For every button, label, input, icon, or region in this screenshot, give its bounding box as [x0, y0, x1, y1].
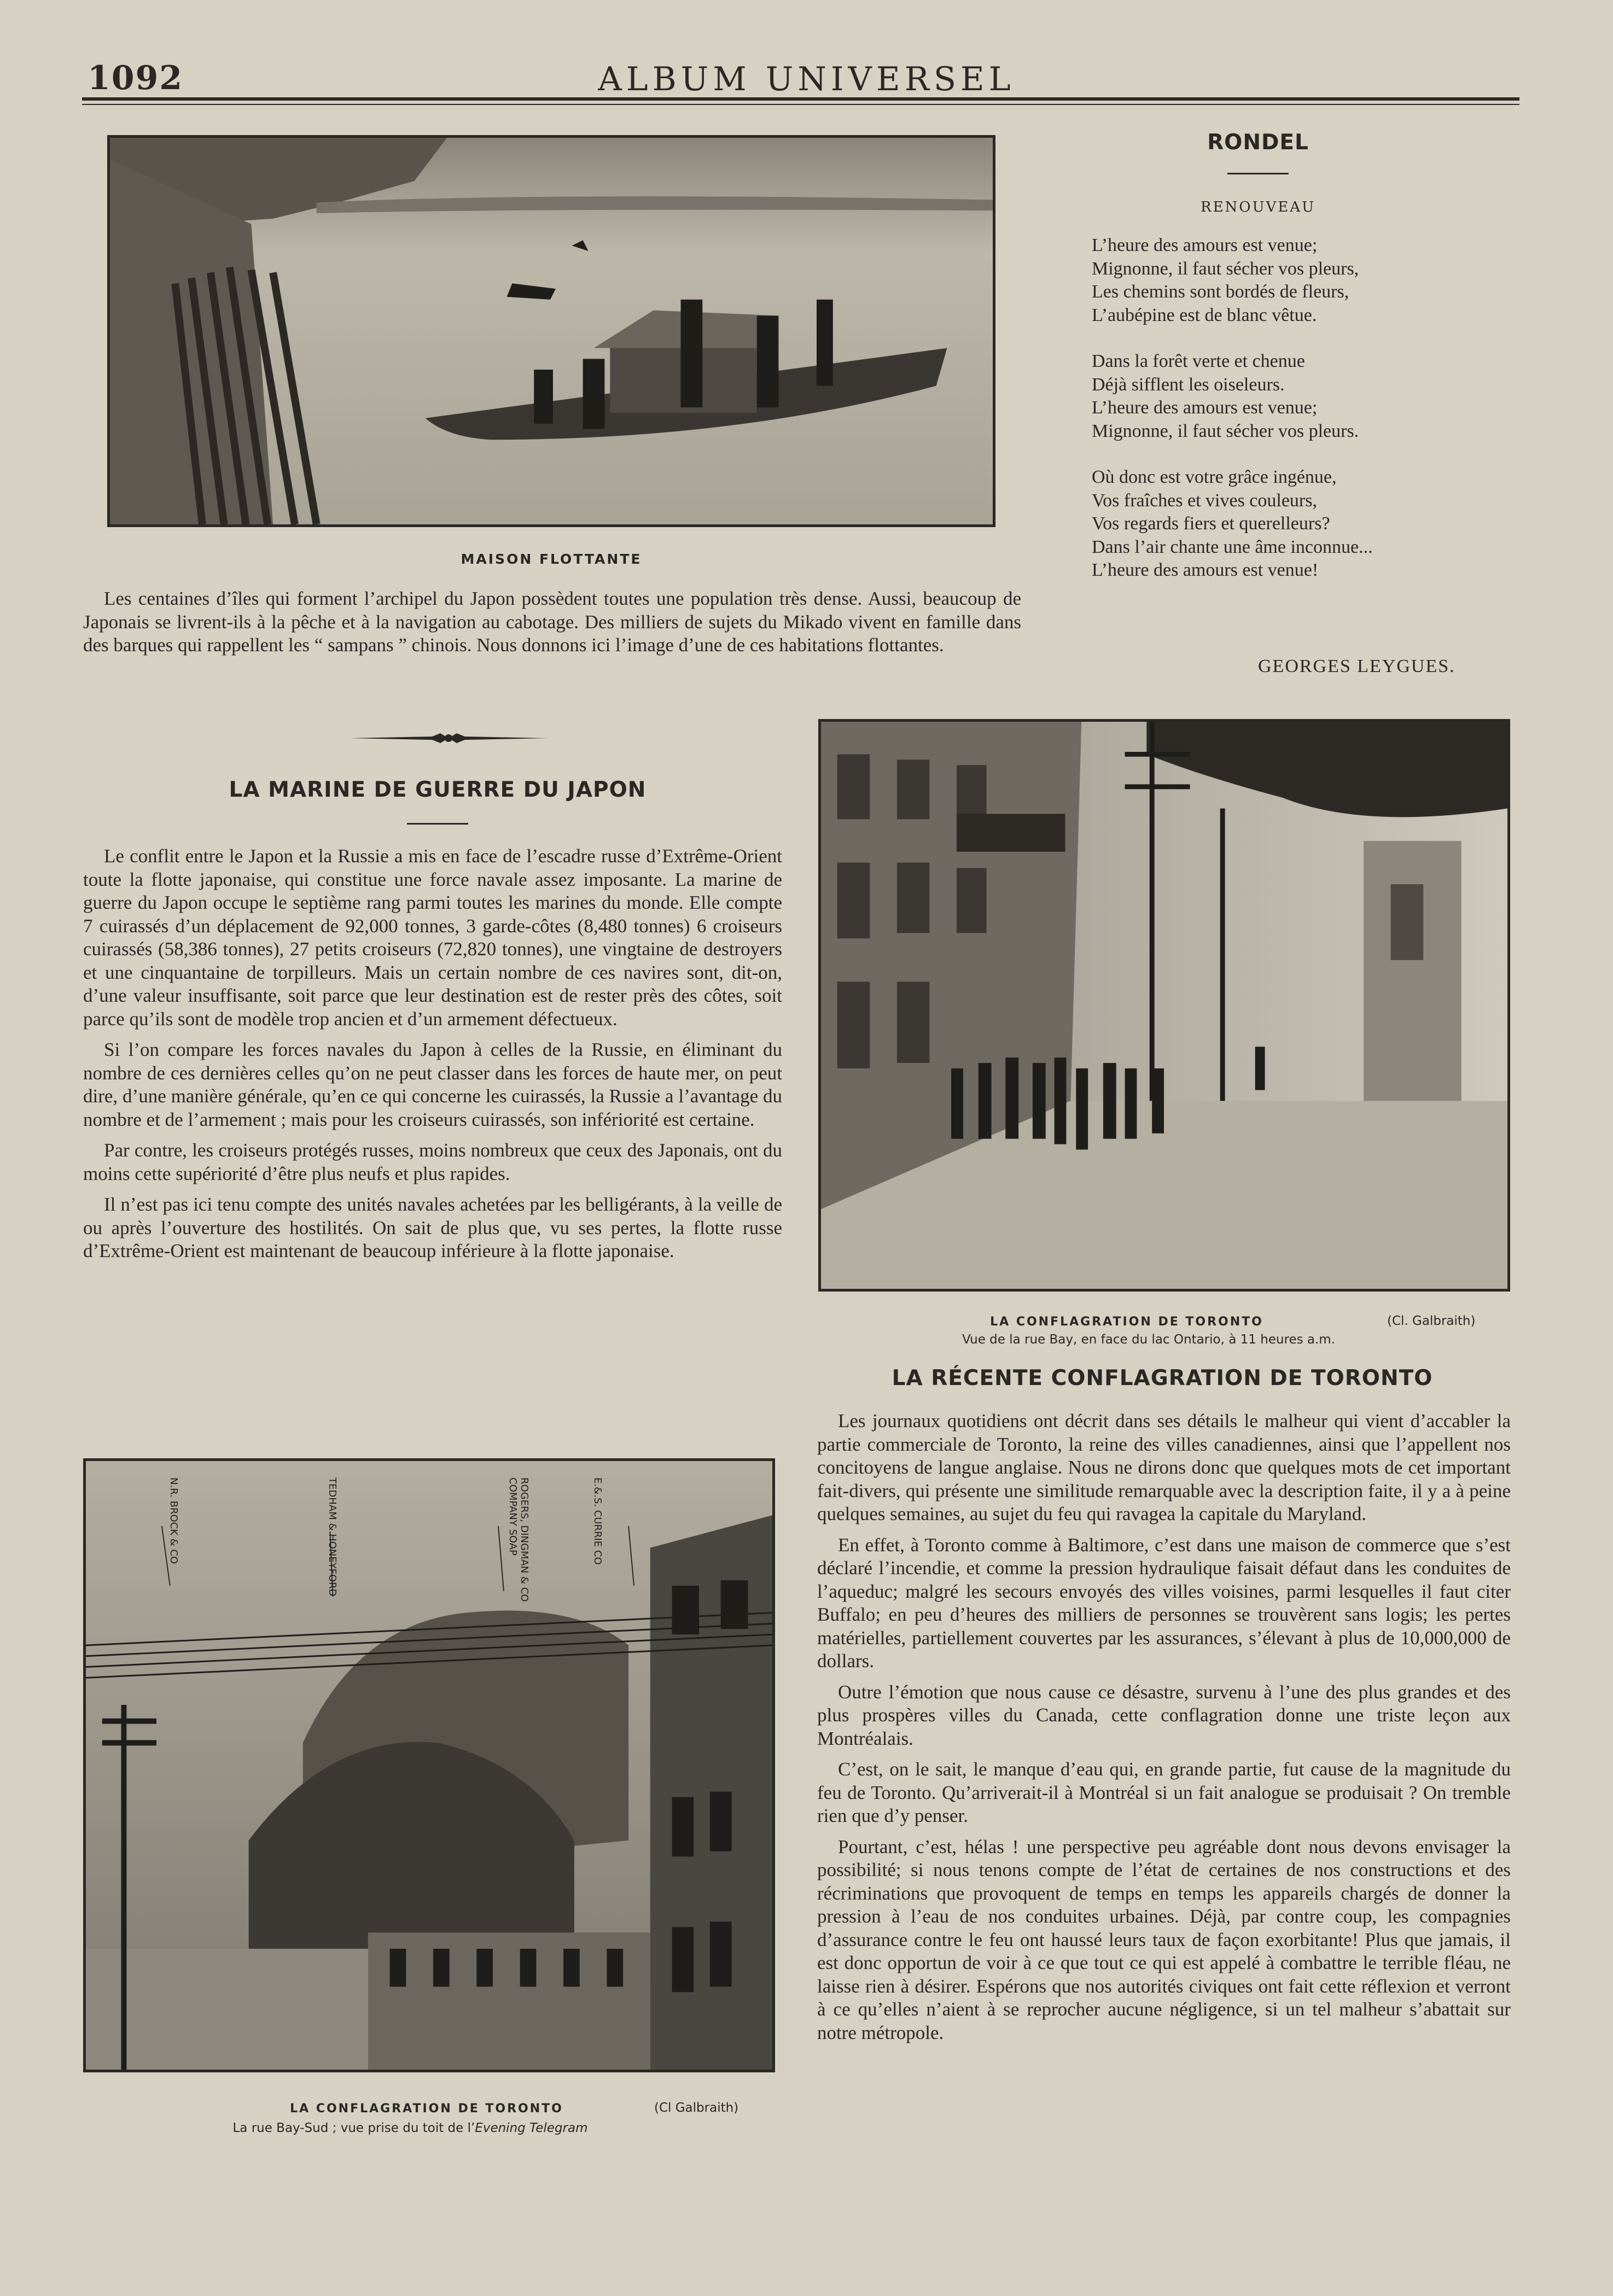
- poem-line: Vos fraîches et vives couleurs,: [1092, 490, 1317, 511]
- toronto-article: [817, 1410, 1511, 2052]
- bottom-photo-credit: (Cl Galbraith): [654, 2101, 739, 2115]
- paragraph: Pourtant, c’est, hélas ! une perspective peu agréable dont nous devons envisager la possibilité; si nous tenons compte de l’état de certaines de nos constructions et des récriminations que provoquent de temps en temps les appareils chargés de donner la pression à l’eau de nos conduites urbaines. Déjà, par contre coup, les compagnies d’assurance contre le feu ont haussé leurs taux de façon exorbitante! Plus que jamais, il est donc opportun de voir à ce que tout ce qui est appelé à combattre le terrible fléau, ne laisse rien à désirer. Espérons que nos autorités civiques ont fait cette réflexion et verront à ce qu’elles n’aient à se reprocher aucune négligence, si un tel malheur s’abattait sur notre métropole.: [817, 1836, 1511, 2043]
- paragraph: Il n’est pas ici tenu compte des unités navales achetées par les belligérants, à la veille de ou après l’ouverture des hostilités. On sait de plus que, vu ses pertes, la flotte russe d’Extrême-Orient est maintenant de beaucoup inférieure à la flotte japonaise.: [83, 1194, 782, 1261]
- marine-title-rule: [407, 823, 468, 825]
- paragraph: Les journaux quotidiens ont décrit dans ses détails le malheur qui vient d’accabler la partie commerciale de Toronto, la reine des villes canadiennes, ainsi que l’appellent nos concitoyens de langue anglaise. Nous ne dirons donc que quelques mots de cet important fait-divers, qui présente une similitude remarquable avec la description faite, il y a à peine quelques semaines, au sujet du feu qui ravagea la capitale du Maryland.: [817, 1410, 1511, 1524]
- header-rule-thin: [82, 104, 1519, 105]
- rondel-title: RONDEL: [1207, 130, 1309, 155]
- floating-house-paragraph: [83, 587, 1021, 665]
- journal-title: ALBUM UNIVERSEL: [598, 60, 1015, 98]
- marine-title: LA MARINE DE GUERRE DU JAPON: [229, 778, 647, 802]
- paragraph: Les centaines d’îles qui forment l’archipel du Japon possèdent toutes une population très dense. Aussi, beaucoup de Japonais se livrent-ils à la pêche et à la navigation au cabotage. Des milliers de sujets du Mikado vivent en famille dans des barques qui rappellent les “ sampans ” chinois. Nous donnons ici l’image d’une de ces habitations flottantes.: [83, 588, 1021, 656]
- paragraph: Par contre, les croiseurs protégés russes, moins nombreux que ceux des Japonais, ont du moins cette supériorité d’être plus neufs et plus rapides.: [83, 1140, 782, 1184]
- poem-line: Les chemins sont bordés de fleurs,: [1092, 282, 1349, 302]
- marine-article: [83, 845, 782, 1271]
- subcaption-text: La rue Bay-Sud ; vue prise du toit de l’: [232, 2121, 475, 2135]
- floating-house-photo: [107, 135, 995, 527]
- poem-line: L’heure des amours est venue;: [1092, 235, 1318, 255]
- sign-label-brock: N.R. BROCK & CO: [168, 1477, 179, 1564]
- sign-label-tedham: TEDHAM & HONEYFORD: [327, 1477, 338, 1597]
- poem-line: Déjà sifflent les oiseleurs.: [1092, 374, 1285, 395]
- right-photo-caption: LA CONFLAGRATION DE TORONTO: [990, 1315, 1263, 1329]
- sign-label-currie: E.&.S. CURRIE CO: [592, 1477, 603, 1565]
- toronto-street-photo: [818, 719, 1510, 1292]
- header-rule: [82, 97, 1519, 101]
- rondel-rule: [1227, 173, 1289, 174]
- floating-house-caption: MAISON FLOTTANTE: [461, 551, 642, 567]
- sign-label-rogers: ROGERS, DINGMAN & CO COMPANY SOAP: [507, 1477, 530, 1602]
- right-photo-subcaption: Vue de la rue Bay, en face du lac Ontario, à 11 heures a.m.: [962, 1333, 1336, 1347]
- poem-line: Dans la forêt verte et chenue: [1092, 351, 1305, 371]
- paragraph: Le conflit entre le Japon et la Russie a mis en face de l’escadre russe d’Extrême-Orient toute la flotte japonaise, qui constitue une force navale assez imposante. La marine de guerre du Japon occupe le septième rang parmi toutes les marines du monde. Elle compte 7 cuirassés d’un déplacement de 92,000 tonnes, 3 garde-côtes (8,480 tonnes) 6 croiseurs cuirassés (58,386 tonnes), 27 petits croiseurs (72,820 tonnes), une vingtaine de destroyers et une cinquantaine de torpilleurs. Mais un certain nombre de ces navires sont, dit-on, d’une valeur insuffisante, soit parce que leur destination est de rester près des côtes, soit parce qu’ils sont de modèle trop ancien et d’un armement défectueux.: [83, 845, 782, 1030]
- rondel-author: GEORGES LEYGUES.: [1258, 656, 1455, 676]
- page-number: 1092: [88, 59, 183, 97]
- poem-stanza: [1092, 350, 1507, 443]
- ornament-divider: [350, 730, 547, 746]
- poem-line: Dans l’air chante une âme inconnue...: [1092, 536, 1373, 557]
- poem-line: L’aubépine est de blanc vêtue.: [1092, 305, 1317, 325]
- subcaption-italic: Evening Telegram: [475, 2121, 588, 2135]
- poem-stanza: [1092, 234, 1507, 327]
- poem-line: Mignonne, il faut sécher vos pleurs,: [1092, 258, 1359, 279]
- poem-line: L’heure des amours est venue;: [1092, 398, 1318, 418]
- poem-line: Mignonne, il faut sécher vos pleurs.: [1092, 420, 1359, 441]
- poem-line: Vos regards fiers et querelleurs?: [1092, 513, 1330, 534]
- poem-stanza: [1092, 466, 1507, 582]
- rondel-poem: [1092, 234, 1507, 605]
- paragraph: Outre l’émotion que nous cause ce désastre, survenu à l’une des plus grandes et des plus prospères villes du Canada, cette conflagration donne une triste leçon aux Montréalais.: [817, 1681, 1511, 1749]
- paragraph: C’est, on le sait, le manque d’eau qui, en grande partie, fut cause de la magnitude du feu de Toronto. Qu’arriverait-il à Montréal si un fait analogue se produisait ? On tremble rien que d’y penser.: [817, 1758, 1511, 1826]
- rondel-subtitle: RENOUVEAU: [1201, 199, 1315, 215]
- paragraph: En effet, à Toronto comme à Baltimore, c’est dans une maison de commerce que s’est déclaré l’incendie, et comme la pression hydraulique faisait défaut dans les conduites de l’aqueduc; malgré les secours envoyés des villes voisines, parmi lesquelles il faut citer Buffalo; en peu d’heures des milliers de personnes se trouvèrent sans logis; les pertes matérielles, partiellement couvertes par les assurances, s’élevant à plus de 10,000,000 de dollars.: [817, 1534, 1511, 1672]
- bay-sud-photo: [83, 1458, 775, 2072]
- poem-line: Où donc est votre grâce ingénue,: [1092, 467, 1337, 487]
- bottom-photo-caption: LA CONFLAGRATION DE TORONTO: [290, 2102, 563, 2116]
- paragraph: Si l’on compare les forces navales du Japon à celles de la Russie, en éliminant du nombre de ces dernières celles qu’on ne peut classer dans les forces de haute mer, on peut dire, d’une manière générale, qu’en ce qui concerne les cuirassés, la Russie a l’avantage du nombre et de l’armement ; mais pour les croiseurs cuirassés, son infériorité est certaine.: [83, 1039, 782, 1130]
- toronto-title: LA RÉCENTE CONFLAGRATION DE TORONTO: [892, 1366, 1433, 1391]
- right-photo-credit: (Cl. Galbraith): [1387, 1314, 1476, 1328]
- bottom-photo-subcaption: [137, 2121, 684, 2135]
- poem-line: L’heure des amours est venue!: [1092, 560, 1319, 580]
